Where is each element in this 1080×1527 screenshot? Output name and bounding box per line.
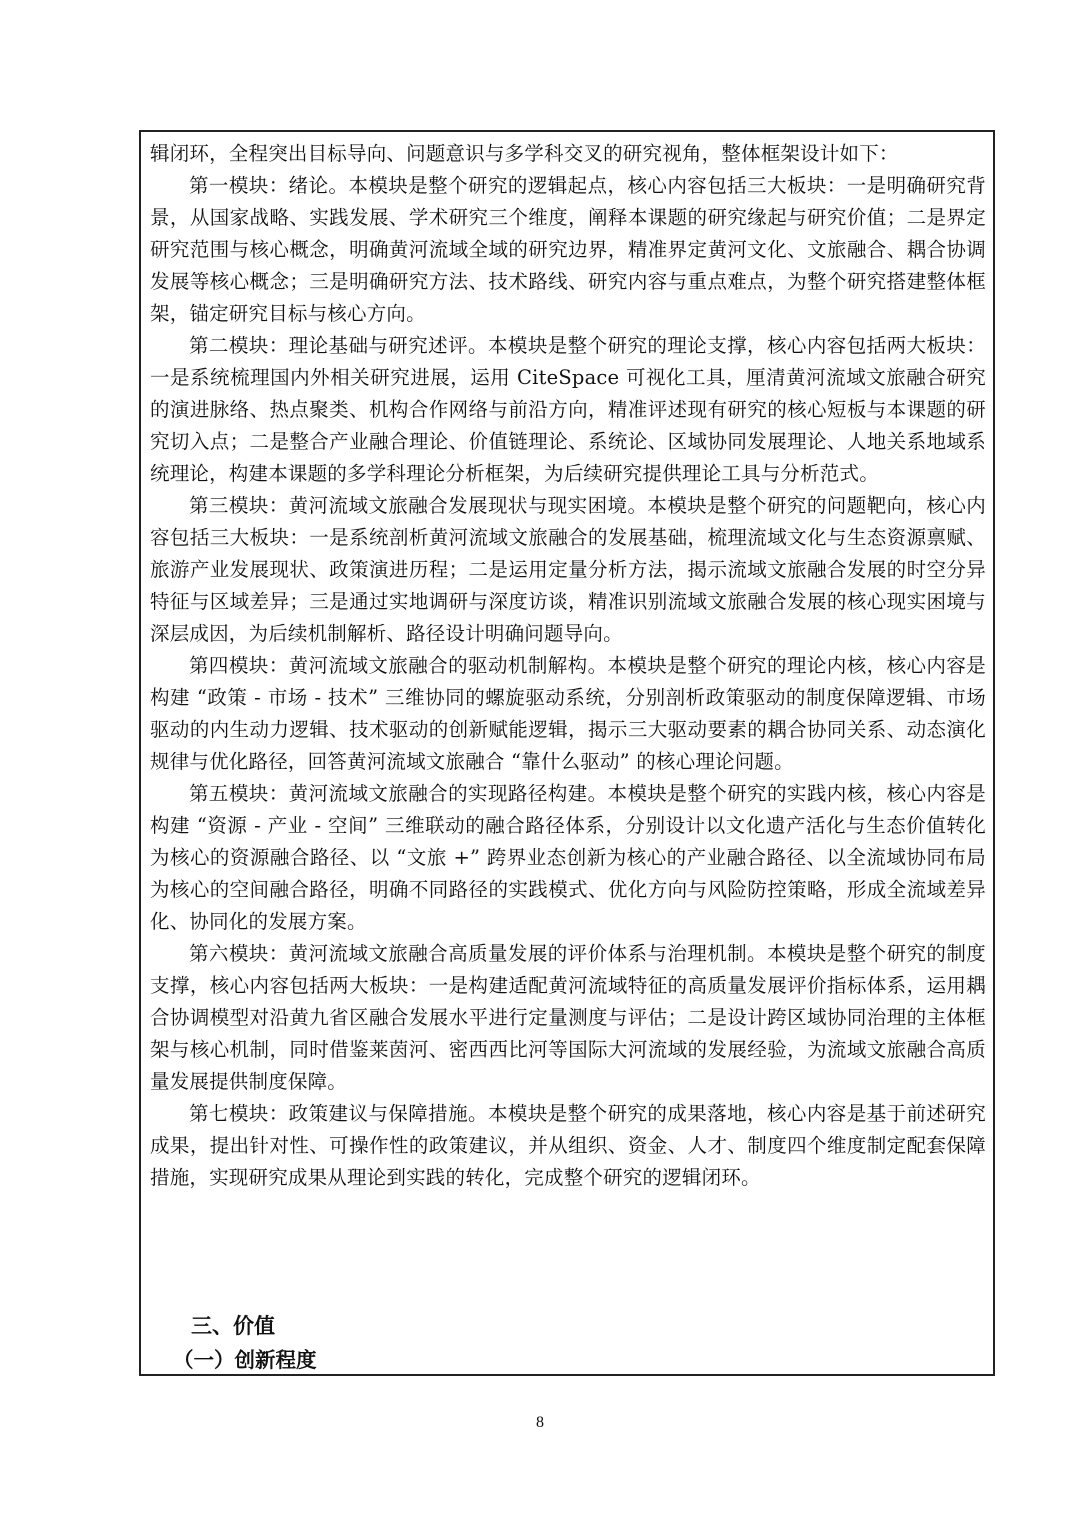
body-text [150,138,986,1194]
paragraph-module-4: 第四模块：黄河流域文旅融合的驱动机制解构。本模块是整个研究的理论内核，核心内容是构建 “政策 - 市场 - 技术” 三维协同的螺旋驱动系统，分别剖析政策驱动的制度保障逻辑、市场驱动的内生动力逻辑、技术驱动的创新赋能逻辑，揭示三大驱动要素的耦合协同关系、动态演化规律与优化路径，回答黄河流域文旅融合 “靠什么驱动” 的核心理论问题。 [150,654,986,773]
paragraph-module-6: 第六模块：黄河流域文旅融合高质量发展的评价体系与治理机制。本模块是整个研究的制度支撑，核心内容包括两大板块：一是构建适配黄河流域特征的高质量发展评价指标体系，运用耦合协调模型对沿黄九省区融合发展水平进行定量测度与评估；二是设计跨区域协同治理的主体框架与核心机制，同时借鉴莱茵河、密西西比河等国际大河流域的发展经验，为流域文旅融合高质量发展提供制度保障。 [150,942,986,1093]
paragraph-module-7: 第七模块：政策建议与保障措施。本模块是整个研究的成果落地，核心内容是基于前述研究成果，提出针对性、可操作性的政策建议，并从组织、资金、人才、制度四个维度制定配套保障措施，实现研究成果从理论到实践的转化，完成整个研究的逻辑闭环。 [150,1102,986,1189]
section-heading: 三、价值 [191,1313,275,1338]
page-number: 8 [536,1414,544,1431]
paragraph-module-3: 第三模块：黄河流域文旅融合发展现状与现实困境。本模块是整个研究的问题靶向，核心内容包括三大板块：一是系统剖析黄河流域文旅融合的发展基础，梳理流域文化与生态资源禀赋、旅游产业发展现状、政策演进历程；二是运用定量分析方法，揭示流域文旅融合发展的时空分异特征与区域差异；三是通过实地调研与深度访谈，精准识别流域文旅融合发展的核心现实困境与深层成因，为后续机制解析、路径设计明确问题导向。 [150,494,986,645]
paragraph-module-2: 第二模块：理论基础与研究述评。本模块是整个研究的理论支撑，核心内容包括两大板块：一是系统梳理国内外相关研究进展，运用 CiteSpace 可视化工具，厘清黄河流域文旅融合研究的演进脉络、热点聚类、机构合作网络与前沿方向，精准评述现有研究的核心短板与本课题的研究切入点；二是整合产业融合理论、价值链理论、系统论、区域协同发展理论、人地关系地域系统理论，构建本课题的多学科理论分析框架，为后续研究提供理论工具与分析范式。 [150,334,986,485]
paragraph-module-5: 第五模块：黄河流域文旅融合的实现路径构建。本模块是整个研究的实践内核，核心内容是构建 “资源 - 产业 - 空间” 三维联动的融合路径体系，分别设计以文化遗产活化与生态价值转化为核心的资源融合路径、以 “文旅 +” 跨界业态创新为核心的产业融合路径、以全流域协同布局为核心的空间融合路径，明确不同路径的实践模式、优化方向与风险防控策略，形成全流域差异化、协同化的发展方案。 [150,782,986,933]
paragraph-module-1: 第一模块：绪论。本模块是整个研究的逻辑起点，核心内容包括三大板块：一是明确研究背景，从国家战略、实践发展、学术研究三个维度，阐释本课题的研究缘起与研究价值；二是界定研究范围与核心概念，明确黄河流域全域的研究边界，精准界定黄河文化、文旅融合、耦合协调发展等核心概念；三是明确研究方法、技术路线、研究内容与重点难点，为整个研究搭建整体框架，锚定研究目标与核心方向。 [150,174,986,325]
sub-heading: （一）创新程度 [173,1348,317,1372]
paragraph-continuation: 辑闭环，全程突出目标导向、问题意识与多学科交叉的研究视角，整体框架设计如下： [150,142,899,165]
